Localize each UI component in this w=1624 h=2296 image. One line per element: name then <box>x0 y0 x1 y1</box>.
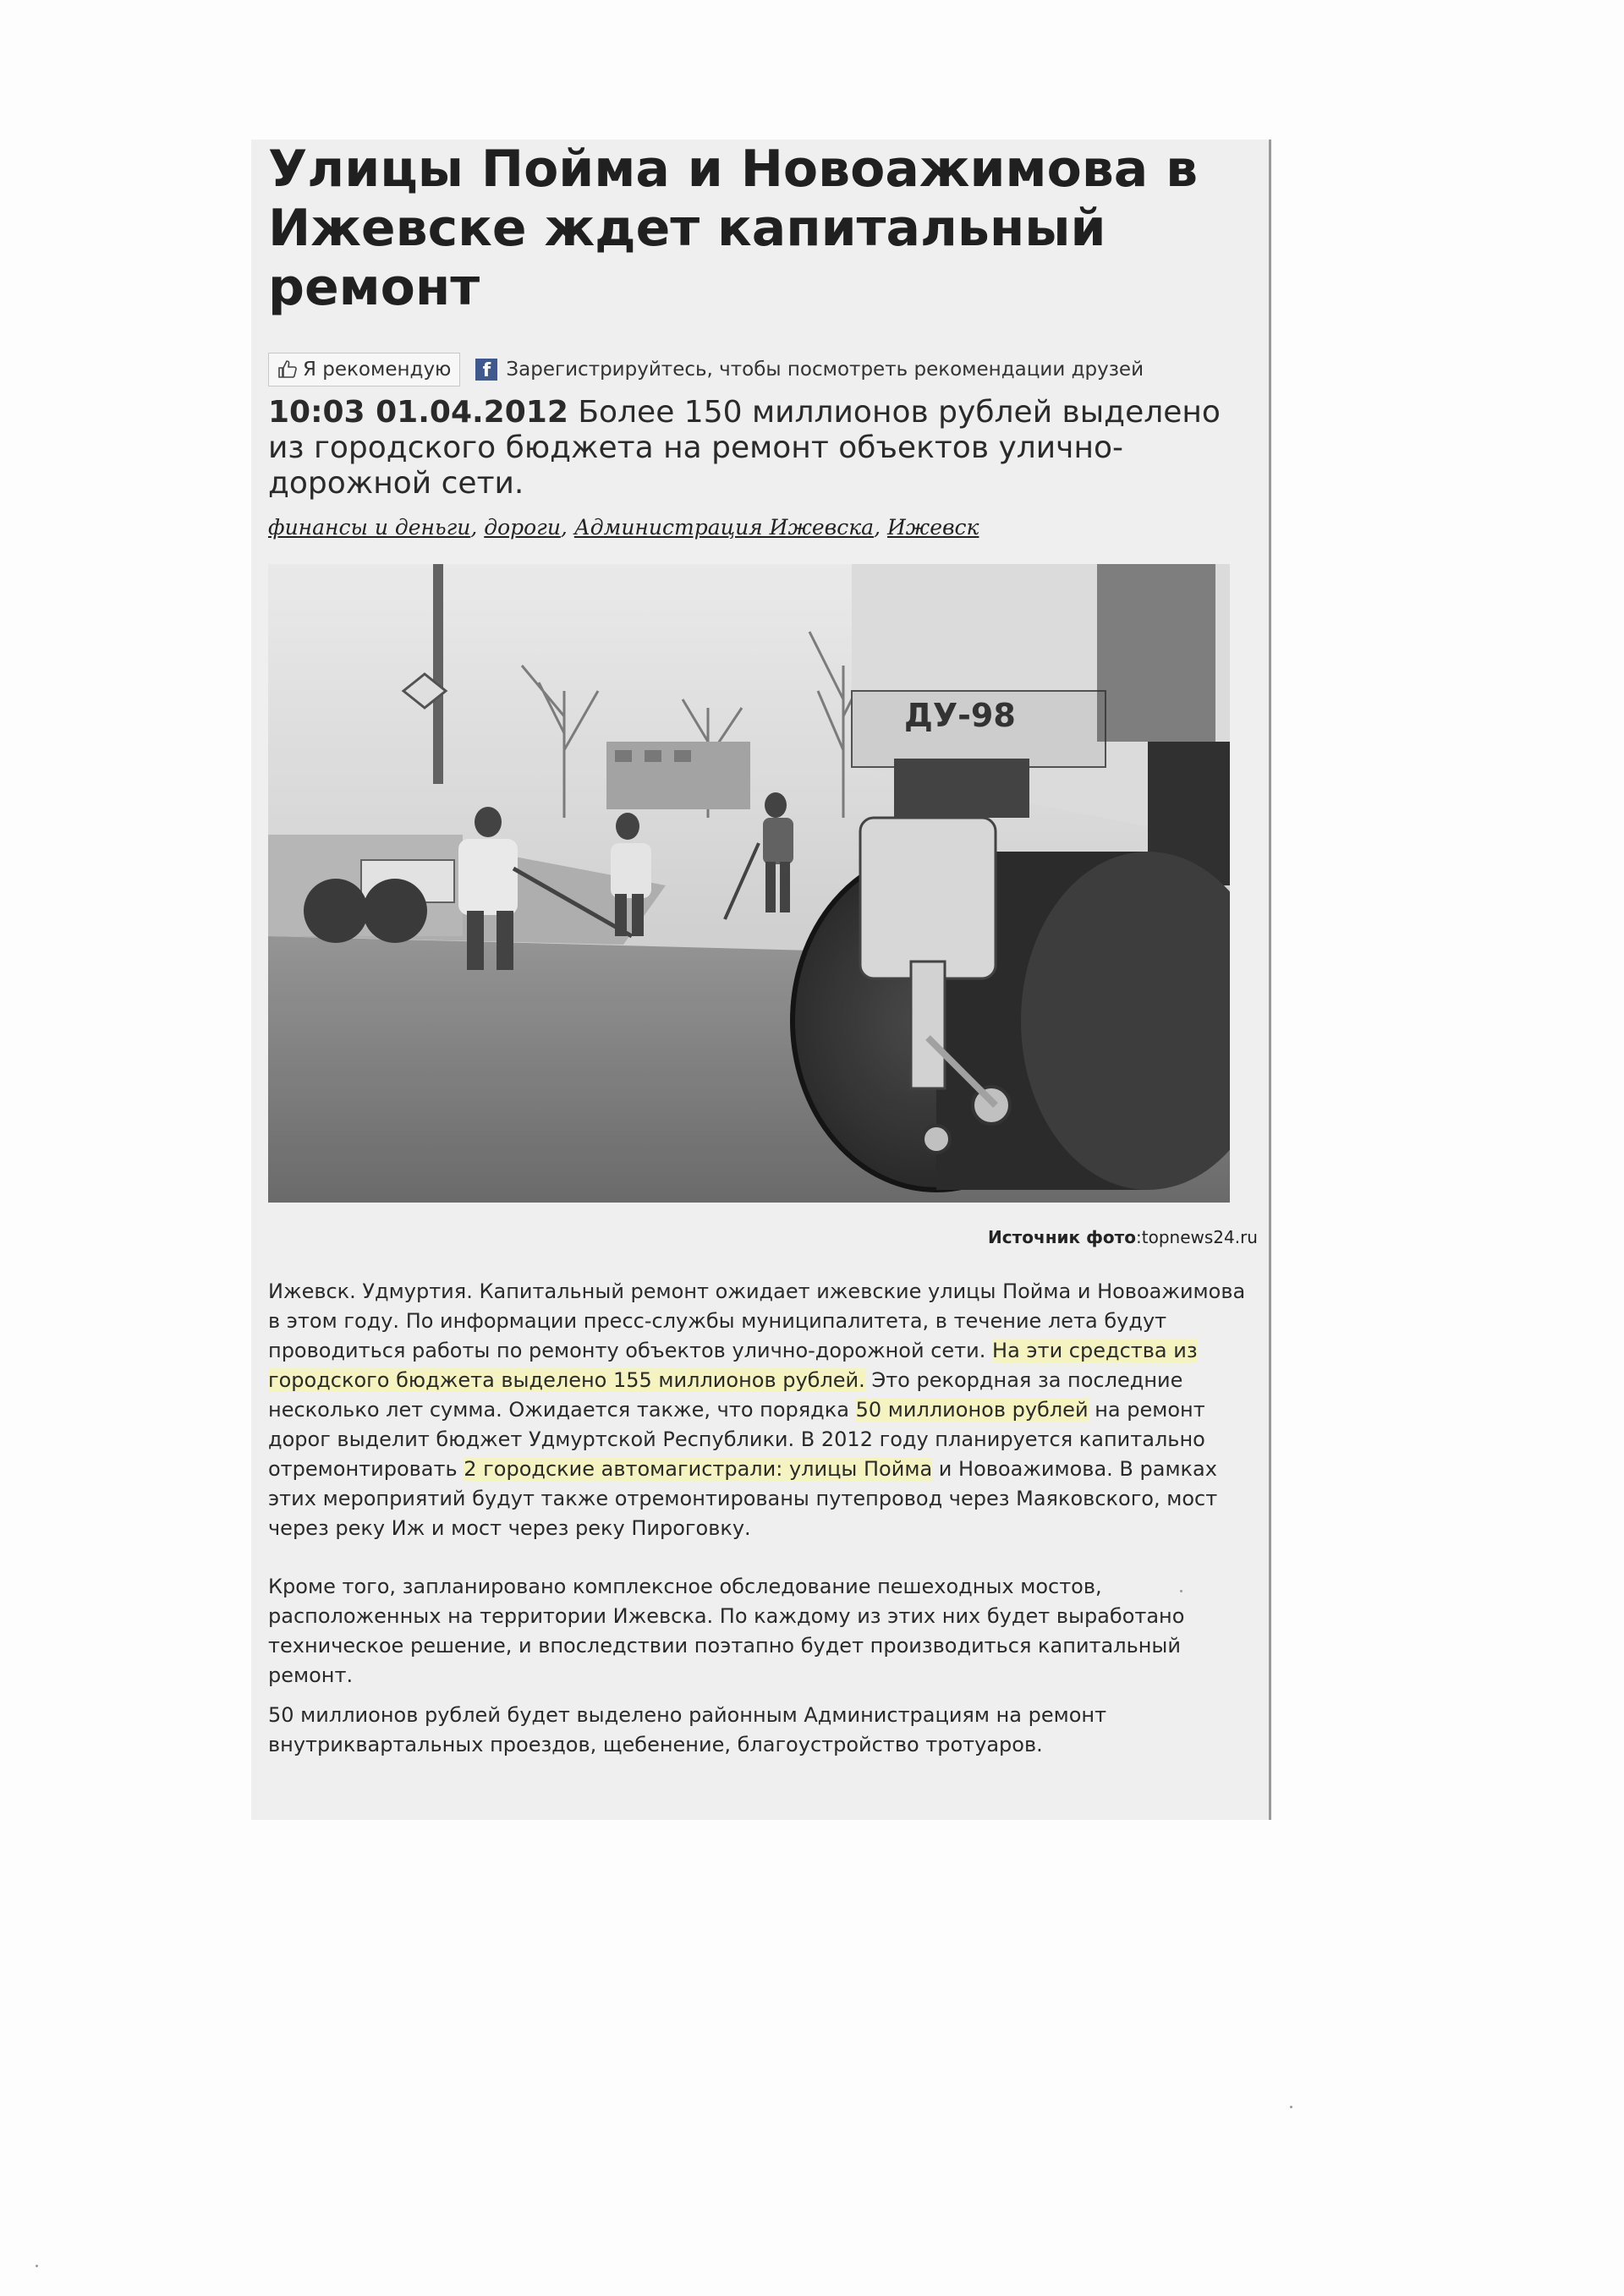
tag-link[interactable]: дороги <box>484 515 561 540</box>
highlighted-text: На эти средства из городского бюджета выделено 155 миллионов рублей. <box>268 1339 1198 1392</box>
scan-speck <box>1290 2106 1292 2108</box>
article-page <box>251 140 1271 1820</box>
body-paragraph-3: 50 миллионов рублей будет выделено районным Администрациям на ремонт внутриквартальных проездов, щебенение, благоустройство тротуаров. <box>268 1703 1107 1756</box>
body-paragraph-1 <box>268 1277 1249 1543</box>
article-lead <box>268 395 1249 501</box>
article-headline: Улицы Пойма и Новоажимова в Ижевске ждет капитальный ремонт <box>268 140 1199 317</box>
road-roller-photo <box>268 564 1230 1203</box>
tag-list: финансы и деньги, дороги, Администрация Ижевска, Ижевск <box>268 515 979 540</box>
body-text-segment: Это рекордная за последние несколько лет сумма. Ожидается также, что порядка <box>268 1368 1183 1422</box>
body-text-segment: и Новоажимова. В рамках этих мероприятий будут также отремонтированы путепровод через Маяковского, мост через реку Иж и мост через реку Пироговку. <box>268 1457 1218 1540</box>
highlighted-text: 50 миллионов рублей <box>855 1398 1089 1422</box>
lead-text: Более 150 миллионов рублей выделено из городского бюджета на ремонт объектов улично-дорожной сети. <box>268 395 1221 501</box>
tag-link[interactable]: Ижевск <box>886 515 979 540</box>
tag-link[interactable]: финансы и деньги <box>268 515 471 540</box>
highlighted-text: 2 городские автомагистрали: улицы Пойма <box>464 1457 933 1481</box>
photo-credit-label: Источник фото <box>988 1227 1136 1247</box>
scan-speck <box>1180 1590 1182 1592</box>
body-text-segment: на ремонт дорог выделит бюджет Удмуртской Республики. В 2012 году планируется капитально отремонтировать <box>268 1398 1205 1481</box>
photo-credit: Источник фото:topnews24.ru <box>988 1227 1258 1247</box>
facebook-icon: f <box>475 359 497 381</box>
facebook-prompt[interactable]: Зарегистрируйтесь, чтобы посмотреть рекомендации друзей <box>506 359 1144 381</box>
tag-link[interactable]: Администрация Ижевска <box>573 515 875 540</box>
vehicle-label: ДУ-98 <box>904 697 1016 734</box>
thumbs-up-icon <box>277 359 298 380</box>
body-paragraph-2: Кроме того, запланировано комплексное обследование пешеходных мостов, расположенных на территории Ижевска. По каждому из этих них будет выработано техническое решение, и впоследствии поэтапно будет производиться капитальный ремонт. <box>268 1575 1185 1687</box>
article-photo <box>268 564 1230 1203</box>
recommend-label: Я рекомендую <box>303 359 452 381</box>
recommend-button[interactable] <box>268 353 460 386</box>
scan-speck <box>36 2265 38 2267</box>
article-timestamp: 10:03 01.04.2012 <box>268 395 568 430</box>
social-bar <box>268 353 1144 386</box>
body-text-segment: Ижевск. Удмуртия. Капитальный ремонт ожидает ижевские улицы Пойма и Новоажимова в этом году. По информации пресс-службы муниципалитета, в течение лета будут проводиться работы по ремонту объектов улично-дорожной сети. <box>268 1280 1246 1362</box>
article-body <box>268 1277 1249 1789</box>
photo-credit-source[interactable]: topnews24.ru <box>1141 1227 1258 1247</box>
